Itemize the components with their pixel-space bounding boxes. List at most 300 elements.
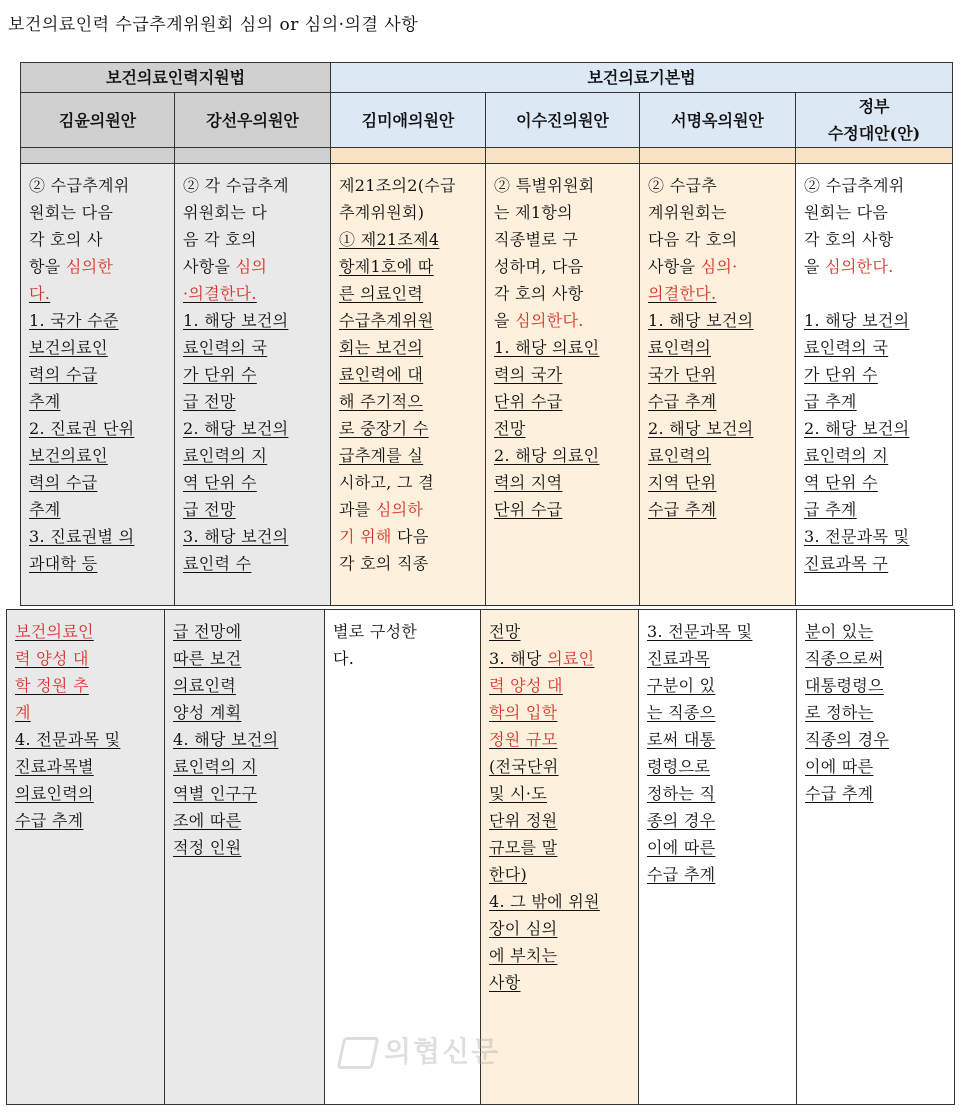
cell-line — [339, 496, 479, 523]
cell-line — [804, 226, 946, 253]
cell-line — [29, 280, 168, 307]
line-text: 료인력에 대 — [339, 365, 424, 384]
line-text: 3. 해당 보건의 — [183, 527, 289, 546]
cell-line — [804, 334, 946, 361]
line-text: 사항을 — [648, 257, 701, 276]
cell-line — [804, 253, 946, 280]
cell-line — [494, 334, 633, 361]
line-text: 계위원회는 — [648, 203, 727, 222]
cell-top-government — [796, 164, 953, 606]
cell-line — [494, 415, 633, 442]
highlight-text: 정원 규모 — [489, 730, 558, 749]
cell-line — [339, 361, 479, 388]
line-text: 한다) — [489, 865, 528, 884]
cell-line — [804, 550, 946, 577]
strip-cell — [331, 148, 486, 164]
cell-line — [647, 699, 790, 726]
line-text: 원회는 다음 — [29, 203, 114, 222]
cell-line — [333, 645, 474, 672]
cell-line — [489, 942, 632, 969]
cell-line — [339, 523, 479, 550]
cell-line — [339, 307, 479, 334]
cell-line — [15, 753, 158, 780]
line-text: 는 제1항의 — [494, 203, 573, 222]
highlight-text: ·의결한다. — [183, 284, 257, 303]
line-text: 보건의료인 — [29, 446, 108, 465]
cell-bottom-government — [797, 610, 955, 1105]
line-text: 각 호의 사 — [29, 230, 103, 249]
watermark-text: 의협신문 — [384, 1035, 501, 1068]
line-text: 다음 — [391, 527, 429, 546]
line-text: 각 호의 사항 — [494, 284, 584, 303]
watermark-logo — [340, 1030, 500, 1070]
cell-top-kim-miae — [331, 164, 486, 606]
cell-line — [647, 780, 790, 807]
government-header-line1: 정부 — [858, 97, 890, 116]
strip-cell — [21, 148, 175, 164]
line-text: 단위 수급 — [494, 392, 563, 411]
cell-line — [494, 496, 633, 523]
cell-line — [804, 361, 946, 388]
cell-line — [183, 415, 324, 442]
cell-line — [804, 280, 946, 307]
line-text: 1. 국가 수준 — [29, 311, 119, 330]
cell-line — [494, 469, 633, 496]
highlight-text: 학 정원 추 — [15, 676, 89, 695]
cell-line — [183, 172, 324, 199]
cell-line — [183, 226, 324, 253]
cell-line — [29, 550, 168, 577]
line-text: 추계위원회) — [339, 203, 425, 222]
cell-line — [339, 442, 479, 469]
line-text: 대통령령으 — [805, 676, 884, 695]
cell-line — [339, 415, 479, 442]
line-text: 사항 — [489, 973, 521, 992]
cell-line — [29, 469, 168, 496]
cell-bottom-seo-myeongok — [639, 610, 797, 1105]
line-text: 3. 진료권별 의 — [29, 527, 135, 546]
cell-line — [489, 807, 632, 834]
cell-line — [647, 807, 790, 834]
line-text: 료인력의 국 — [804, 338, 889, 357]
cell-line — [494, 388, 633, 415]
cell-line — [804, 469, 946, 496]
cell-bottom-kang-sunwoo — [165, 610, 325, 1105]
cell-line — [494, 307, 633, 334]
line-text: 진료과목 — [647, 649, 711, 668]
cell-line — [183, 442, 324, 469]
cell-line — [339, 253, 479, 280]
strip-cell — [796, 148, 953, 164]
cell-line — [29, 523, 168, 550]
cell-line — [648, 253, 789, 280]
line-text: 회는 보건의 — [339, 338, 424, 357]
line-text: 과를 — [339, 500, 376, 519]
line-text: 4. 해당 보건의 — [173, 730, 279, 749]
cell-line — [648, 280, 789, 307]
line-text: 직종으로써 — [805, 649, 884, 668]
line-text: 급추계를 실 — [339, 446, 424, 465]
cell-line — [333, 618, 474, 645]
line-text: 로 정하는 — [805, 703, 874, 722]
highlight-text: 심의한다. — [825, 257, 894, 276]
line-text: 직종의 경우 — [805, 730, 890, 749]
line-text: 역 단위 수 — [183, 473, 257, 492]
cell-line — [494, 280, 633, 307]
highlight-text: 의결한다. — [648, 284, 717, 303]
group-header-basic-act: 보건의료기본법 — [331, 63, 953, 93]
cell-line — [339, 388, 479, 415]
line-text: (전국단위 — [489, 757, 559, 776]
column-header-lee-sujin: 이수진의원안 — [486, 93, 640, 148]
line-text: 역별 인구구 — [173, 784, 258, 803]
line-text: 단위 정원 — [489, 811, 558, 830]
cell-line — [648, 442, 789, 469]
cell-line — [183, 280, 324, 307]
cell-line — [183, 496, 324, 523]
highlight-text: 의료인 — [547, 649, 595, 668]
line-text: ① 제21조제4 — [339, 230, 440, 249]
cell-line — [183, 550, 324, 577]
line-text: 규모를 말 — [489, 838, 558, 857]
highlight-text: 보건의료인 — [15, 622, 94, 641]
cell-line — [648, 361, 789, 388]
cell-line — [494, 442, 633, 469]
cell-line — [647, 672, 790, 699]
cell-line — [29, 496, 168, 523]
line-text: 료인력의 국 — [183, 338, 268, 357]
cell-line — [648, 496, 789, 523]
highlight-text: 력 양성 대 — [489, 676, 563, 695]
cell-line — [648, 334, 789, 361]
highlight-text: 심의한다. — [515, 311, 584, 330]
line-text: 다. — [333, 649, 355, 668]
line-text: 급 추계 — [804, 500, 857, 519]
cell-line — [804, 442, 946, 469]
line-text: 로 중장기 수 — [339, 419, 429, 438]
cell-line — [173, 807, 318, 834]
highlight-text: 기 위해 — [339, 527, 392, 546]
cell-line — [173, 726, 318, 753]
line-text: 지역 단위 — [648, 473, 717, 492]
line-text: 위원회는 다 — [183, 203, 268, 222]
page-title: 보건의료인력 수급추계위원회 심의 or 심의·의결 사항 — [8, 15, 419, 35]
cell-line — [29, 307, 168, 334]
line-text: 보건의료인 — [29, 338, 108, 357]
line-text: 료인력 수 — [183, 554, 252, 573]
line-text: 로써 대통 — [647, 730, 716, 749]
line-text: 에 부치는 — [489, 946, 558, 965]
line-text: 장이 심의 — [489, 919, 558, 938]
line-text: 수급 추계 — [805, 784, 874, 803]
cell-top-kang-sunwoo — [175, 164, 331, 606]
government-header-line2: 수정대안(안) — [827, 124, 921, 143]
line-text: 수급 추계 — [647, 865, 716, 884]
line-text: 령령으로 — [647, 757, 711, 776]
line-text: 1. 해당 보건의 — [648, 311, 754, 330]
line-text: 전망 — [489, 622, 521, 641]
strip-cell — [175, 148, 331, 164]
cell-line — [489, 780, 632, 807]
line-text: 항제1호에 따 — [339, 257, 434, 276]
cell-line — [29, 442, 168, 469]
cell-top-kim-yoon — [21, 164, 175, 606]
line-text: 는 직종으 — [647, 703, 716, 722]
cell-line — [29, 334, 168, 361]
highlight-text: 심의한 — [65, 257, 114, 276]
cell-top-lee-sujin — [486, 164, 640, 606]
line-text: 각 호의 사항 — [804, 230, 894, 249]
line-text: 력의 국가 — [494, 365, 563, 384]
line-text: 2. 해당 보건의 — [804, 419, 910, 438]
cell-line — [183, 307, 324, 334]
line-text: 료인력의 지 — [173, 757, 258, 776]
cell-line — [489, 699, 632, 726]
strip-cell — [486, 148, 640, 164]
line-text: 급 전망 — [183, 500, 236, 519]
cell-line — [339, 469, 479, 496]
cell-line — [489, 888, 632, 915]
cell-line — [804, 496, 946, 523]
cell-line — [489, 915, 632, 942]
line-text: 가 단위 수 — [183, 365, 257, 384]
cell-line — [489, 861, 632, 888]
cell-line — [183, 253, 324, 280]
cell-line — [805, 726, 948, 753]
line-text: 조에 따른 — [173, 811, 242, 830]
line-text: 전망 — [494, 419, 526, 438]
line-text: 각 호의 직종 — [339, 554, 429, 573]
cell-line — [183, 361, 324, 388]
cell-line — [489, 969, 632, 996]
cell-line — [805, 645, 948, 672]
highlight-text: 심의하 — [375, 500, 424, 519]
cell-line — [339, 550, 479, 577]
cell-line — [647, 834, 790, 861]
line-text: 1. 해당 보건의 — [804, 311, 910, 330]
cell-line — [804, 523, 946, 550]
cell-line — [805, 672, 948, 699]
line-text: ② 각 수급추계 — [183, 176, 289, 195]
line-text: 과대학 등 — [29, 554, 98, 573]
cell-line — [489, 726, 632, 753]
cell-top-seo-myeongok — [640, 164, 796, 606]
cell-line — [339, 226, 479, 253]
cell-line — [173, 618, 318, 645]
line-text: 적정 인원 — [173, 838, 242, 857]
line-text: 료인력의 — [648, 338, 712, 357]
line-text: ② 수급추 — [648, 176, 717, 195]
cell-line — [29, 415, 168, 442]
cell-line — [339, 172, 479, 199]
cell-line — [804, 388, 946, 415]
cell-line — [494, 361, 633, 388]
cell-line — [173, 753, 318, 780]
cell-line — [489, 672, 632, 699]
cell-line — [805, 618, 948, 645]
cell-line — [15, 726, 158, 753]
cell-line — [183, 523, 324, 550]
cell-line — [173, 645, 318, 672]
cell-line — [29, 388, 168, 415]
column-header-seo-myeongok: 서명옥의원안 — [640, 93, 796, 148]
line-text: ② 수급추계위 — [804, 176, 905, 195]
cell-line — [489, 645, 632, 672]
cell-line — [15, 807, 158, 834]
line-text: 2. 해당 보건의 — [648, 419, 754, 438]
cell-line — [29, 172, 168, 199]
cell-line — [648, 307, 789, 334]
cell-line — [494, 172, 633, 199]
line-text: 시하고, 그 결 — [339, 473, 434, 492]
line-text: 역 단위 수 — [804, 473, 878, 492]
cell-line — [15, 645, 158, 672]
line-text: 이에 따른 — [805, 757, 874, 776]
line-text: 별로 구성한 — [333, 622, 418, 641]
group-header-support-act: 보건의료인력지원법 — [21, 63, 331, 93]
cell-line — [15, 618, 158, 645]
highlight-text: 심의 — [235, 257, 268, 276]
cell-line — [648, 199, 789, 226]
line-text: 력의 지역 — [494, 473, 563, 492]
cell-line — [173, 699, 318, 726]
cell-bottom-kim-yoon — [7, 610, 165, 1105]
cell-line — [29, 199, 168, 226]
line-text: 따른 보건 — [173, 649, 242, 668]
cell-line — [804, 172, 946, 199]
line-text: 가 단위 수 — [804, 365, 878, 384]
highlight-text: 다. — [29, 284, 51, 303]
line-text: 진료과목 구 — [804, 554, 889, 573]
line-text: 른 의료인력 — [339, 284, 424, 303]
line-text: 4. 전문과목 및 — [15, 730, 121, 749]
highlight-text: 심의· — [700, 257, 738, 276]
cell-line — [647, 618, 790, 645]
line-text: 4. 그 밖에 위원 — [489, 892, 600, 911]
highlight-text: 학의 입학 — [489, 703, 558, 722]
cell-line — [489, 753, 632, 780]
line-text: 수급 추계 — [648, 392, 717, 411]
line-text: 종의 경우 — [647, 811, 716, 830]
cell-line — [29, 226, 168, 253]
cell-line — [183, 469, 324, 496]
line-text: 추계 — [29, 392, 61, 411]
cell-line — [805, 780, 948, 807]
line-text: 추계 — [29, 500, 61, 519]
cell-line — [647, 726, 790, 753]
cell-line — [804, 199, 946, 226]
line-text: 을 — [494, 311, 516, 330]
line-text: 을 — [804, 257, 826, 276]
highlight-text: 계 — [15, 703, 31, 722]
line-text: 3. 해당 — [489, 649, 548, 668]
line-text: 력의 수급 — [29, 473, 98, 492]
line-text: 진료과목별 — [15, 757, 94, 776]
cell-line — [339, 280, 479, 307]
line-text: 다음 각 호의 — [648, 230, 738, 249]
cell-line — [494, 253, 633, 280]
cell-line — [183, 334, 324, 361]
line-text: 수급추계위원 — [339, 311, 434, 330]
cell-line — [489, 834, 632, 861]
cell-line — [15, 699, 158, 726]
line-text: 급 전망에 — [173, 622, 242, 641]
line-text: 단위 수급 — [494, 500, 563, 519]
line-text: 3. 전문과목 및 — [647, 622, 753, 641]
line-text: 료인력의 — [648, 446, 712, 465]
cell-line — [804, 307, 946, 334]
line-text: 급 전망 — [183, 392, 236, 411]
column-header-kim-miae: 김미애의원안 — [331, 93, 486, 148]
cell-line — [173, 780, 318, 807]
cell-line — [648, 469, 789, 496]
line-text: 료인력의 지 — [183, 446, 268, 465]
line-text: 해 주기적으 — [339, 392, 424, 411]
comparison-table-top — [20, 62, 953, 606]
line-text: 2. 진료권 단위 — [29, 419, 135, 438]
line-text: 1. 해당 보건의 — [183, 311, 289, 330]
cell-line — [339, 199, 479, 226]
cell-line — [648, 172, 789, 199]
line-text: 정하는 직 — [647, 784, 716, 803]
line-text: 의료인력의 — [15, 784, 94, 803]
cell-line — [183, 388, 324, 415]
newspaper-logo-icon — [337, 1037, 380, 1069]
line-text: 의료인력 — [173, 676, 237, 695]
line-text: 2. 해당 보건의 — [183, 419, 289, 438]
cell-line — [805, 753, 948, 780]
cell-bottom-lee-sujin — [481, 610, 639, 1105]
cell-line — [804, 415, 946, 442]
line-text: ② 수급추계위 — [29, 176, 130, 195]
column-header-government — [796, 93, 953, 148]
cell-line — [489, 618, 632, 645]
line-text: 사항을 — [183, 257, 236, 276]
cell-line — [647, 645, 790, 672]
cell-line — [173, 672, 318, 699]
line-text: 수급 추계 — [648, 500, 717, 519]
cell-line — [183, 199, 324, 226]
cell-line — [648, 388, 789, 415]
cell-line — [805, 699, 948, 726]
cell-line — [29, 253, 168, 280]
highlight-text: 력 양성 대 — [15, 649, 89, 668]
line-text: 분이 있는 — [805, 622, 874, 641]
line-text: 수급 추계 — [15, 811, 84, 830]
line-text: 양성 계획 — [173, 703, 242, 722]
line-text: 2. 해당 의료인 — [494, 446, 600, 465]
line-text: 음 각 호의 — [183, 230, 257, 249]
line-text: 이에 따른 — [647, 838, 716, 857]
cell-line — [29, 361, 168, 388]
cell-line — [339, 334, 479, 361]
line-text: 제21조의2(수급 — [339, 176, 456, 195]
cell-line — [648, 226, 789, 253]
cell-line — [494, 199, 633, 226]
strip-cell — [640, 148, 796, 164]
cell-line — [494, 226, 633, 253]
cell-line — [173, 834, 318, 861]
line-text: 항을 — [29, 257, 66, 276]
line-text: 력의 수급 — [29, 365, 98, 384]
line-text: 급 추계 — [804, 392, 857, 411]
line-text: 3. 전문과목 및 — [804, 527, 910, 546]
line-text: 국가 단위 — [648, 365, 717, 384]
line-text: 원회는 다음 — [804, 203, 889, 222]
line-text: 료인력의 지 — [804, 446, 889, 465]
cell-line — [648, 415, 789, 442]
column-header-kim-yoon: 김윤의원안 — [21, 93, 175, 148]
